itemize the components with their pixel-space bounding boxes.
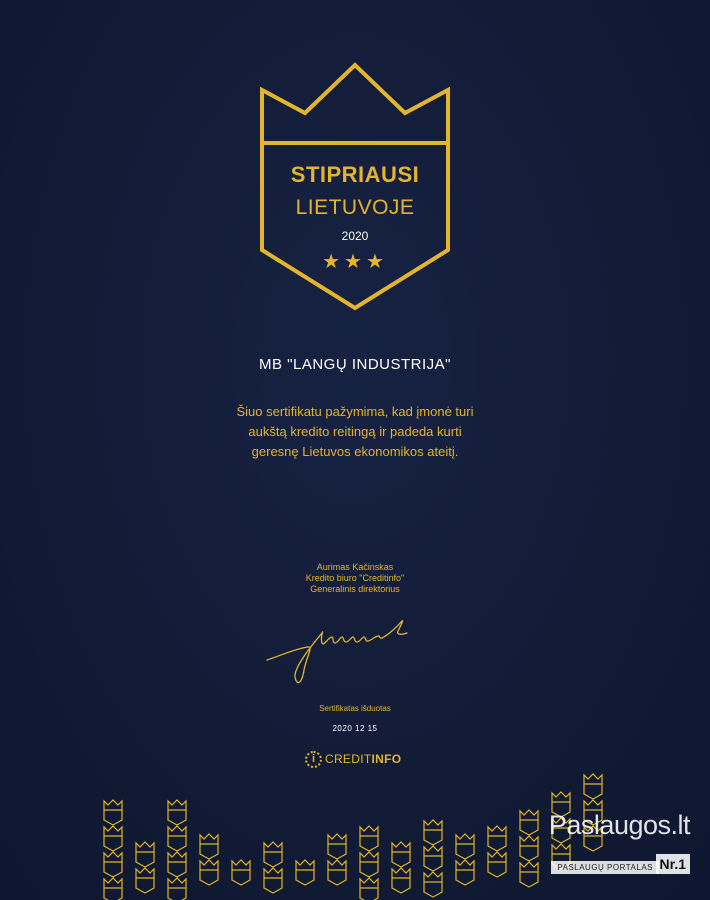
certificate-description <box>205 402 505 462</box>
issued-label: Sertifikatas išduotas <box>319 704 391 713</box>
company-name: MB "LANGŲ INDUSTRIJA" <box>258 356 451 373</box>
logo-text-bold: INFO <box>371 752 402 766</box>
watermark-rank: Nr.1 <box>656 854 690 874</box>
badge-title: STIPRIAUSI <box>290 162 420 187</box>
description-line: aukštą kredito reitingą ir padeda kurti <box>248 424 462 439</box>
badge-year: 2020 <box>341 229 369 243</box>
signer-name: Aurimas Kačinskas <box>316 562 394 572</box>
signer-position: Generalinis direktorius <box>310 584 400 594</box>
signer-block <box>0 562 710 595</box>
description-line: Šiuo sertifikatu pažymima, kad įmonė turi <box>236 404 474 419</box>
creditinfo-logo <box>305 750 401 768</box>
description-line: geresnę Lietuvos ekonomikos ateitį. <box>251 444 459 459</box>
logo-text-light: CREDIT <box>325 752 372 766</box>
creditinfo-logo-icon: i <box>305 751 322 768</box>
paslaugos-watermark <box>520 810 690 880</box>
rating-stars-icon: ★★★ <box>322 251 388 273</box>
watermark-brand: Paslaugos.lt <box>548 810 690 840</box>
signature-image <box>262 615 437 690</box>
watermark-tagline: PASLAUGŲ PORTALAS <box>551 861 659 874</box>
badge-subtitle: LIETUVOJE <box>295 196 415 219</box>
signer-organization: Kredito biuro "Creditinfo" <box>305 573 405 583</box>
issued-date: 2020 12 15 <box>332 724 378 733</box>
